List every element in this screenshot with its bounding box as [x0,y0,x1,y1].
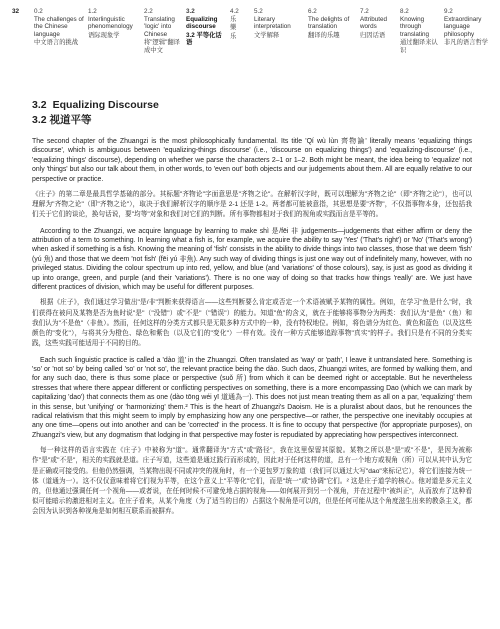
paragraph-1-zh: 《庄子》的第二章是最具哲学基础的部分。其标题"齐物论"字面意思是"齐物之论"。在解析汉字时，既可以理解为"齐物之论"（即"齐物之论"），也可以理解为"齐物之论"（即"齐物之论"），取决于我们解析汉字的顺序是 2-1 还是 1-2。两者都可能被意指，其思想是要"齐物"，不仅指事物本身，还包括我们关于它们的谈论，换句话说，要"均等"对象和我们对它们的判断。所有事物都相对于我们的视角或实践而言是平等的。 [32,191,472,219]
nav-item-1-2[interactable] [88,8,144,88]
nav-item-title: Interlinguistic phenomenology [88,15,133,31]
nav-item-title-zh: 归因话语 [360,31,386,39]
nav-item-title: Knowing through translating [400,15,430,38]
section-title: Equalizing Discourse [52,99,159,111]
paragraph-3-zh: 每一种这样的语言实践在《庄子》中被称为"道"。通常翻译为"方式"或"路径"，我在这里保留其原貌。某物之所以是"是"或"不是"，是因为被称作"是"或"不是"，相关的实践就是道。庄子写道，这些道是通过践行而形成的，因此对于任何这样的道，总有一个地方或视角（所）可以从其中认为它是正确或可接受的。但他仍然强调，当某物出现不同或冲突的视角时，有一个更包罗万象的道（我们可以通过大写"dao"来标记它），将它们连接为统一体（道通为一）。这不仅仅意味着将它们视为平等，在这个意义上"平等化"它们，而是"统一"或"协调"它们。² 这是庄子道学的核心。他对道是多元主义的，但他通过强调任何一个视角——或者说，在任何时候不可避免地占据的视角——如何展开到另一个视角，并在过程中"被纠正"，从而放弃了这种看似可能暗示的激进相对主义。在庄子看来，从某个角度（为了适当的目的）占据这个视角是可以的，但是任何可能从这个角度滋生出来的教条主义，都会因为认识到各种视角是如何相互联系而被摒弃。 [32,447,472,516]
nav-item-title: Equalizing discourse [186,15,218,31]
paragraph-1-en: The second chapter of the Zhuangzi is the most philosophically fundamental. Its title 'Qí wù lùn 齊物論' literally means 'equalizing things discourse', which is ambiguous between 'equalizing-things discourse' (i.e., 'discourse on equalizing things') and 'equalizing-discourse' (i.e., 'equalizing things' discourse), depending on whether we parse the characters 2–1 or 1–2. Both might be meant, the idea being to 'equalize' not only 'things' but also our talk about them, in other words, to 'even out' both objects and our judgements about them. All are equally relative to our perspective or practice. [32,138,472,183]
nav-columns [34,8,494,88]
nav-item-title: Attributed words [360,15,387,31]
nav-item-4-2[interactable] [230,8,254,88]
nav-item-3-2[interactable] [186,8,230,88]
nav-item-title: The challenges of the Chinese language [34,15,84,38]
nav-item-title: Literary interpretation [254,15,291,31]
paragraph-3-en: Each such linguistic practice is called a 'dào 道' in the Zhuangzi. Often translated as 'way' or 'path', I leave it untranslated here. Something is 'so' or 'not so' by being called 'so' or 'not so', the relevant practice being the dào. Such daos, Zhuangzi writes, are formed by walking them, and for any such dao, there is thus some place or perspective (suǒ 所) from which it can be deemed right or acceptable. But he nevertheless stresses that where there appear different or conflicting perspectives on something, there is a more encompassing Dao (which we can mark by capitalizing 'dao') that connects them as one (dào tōng wéi yī 道通為一). This does not just mean treating them as all on a par, 'equalizing' them in this sense, but 'unifying' or 'harmonizing' them.² This is the heart of Zhuangzi's Daoism. He is a pluralist about daos, but he renounces the radical relativism that this might seem to imply by emphasizing how any one perspective—or rather, the perspective one inevitably occupies at any one time—opens out into another and can be 'corrected' in the process. It is fine to occupy that perspective (for appropriate purposes), on Zhuangzi's view, but any dogmatism that lodging in that perspective may foster is repudiated by appreciating how perspectives interconnect. [32,356,472,439]
nav-item-number: 0.2 [34,8,43,15]
section-number: 3.2 [32,99,47,111]
nav-item-extra: 乐 [230,32,237,40]
nav-item-number: 3.2 [186,8,195,15]
nav-item-title-zh: 将"逻辑"翻译成中文 [144,39,180,54]
nav-item-number: 8.2 [400,8,409,15]
nav-item-title-zh: 翻译的乐趣 [308,31,340,39]
nav-item-title: Extraordinary language philosophy [444,15,482,38]
nav-item-title: The delights of translation [308,15,350,31]
nav-item-title: Translating 'logic' into Chinese [144,15,175,38]
nav-item-6-2[interactable] [308,8,360,88]
nav-item-title-zh: 中文语言的挑战 [34,39,79,47]
nav-item-5-2[interactable] [254,8,308,88]
nav-item-title-zh: 文学解释 [254,31,280,39]
paragraph-2-en: According to the Zhuangzi, we acquire language by learning to make shì 是/fēi 非 judgements—judgements that either affirm or deny the attribution of a term to something. In learning what a fish is, for example, we acquire the ability to say 'Yes' ('That's right') or 'No' ('That's wrong') when asked if something is a fish. Knowing the meaning of 'fish' consists in the ability to divide things into two classes, those that we deem 'fish' (yú 魚) and those that we deem 'not fish' (fēi yú 非魚). Any such way of dividing things is just one way out of indefinitely many, however, with no privileged status. Dividing the colour spectrum up into red, yellow, and blue (and 'variations' of those colours), say, is just as good as dividing it up into orange, green, and purple (and their 'variations'). There is no one way of doing so that tracks how things 'really' are. We just have different practices of division, which may be useful for different purposes. [32,227,472,292]
nav-item-9-2[interactable] [444,8,494,88]
page-number: 32 [12,8,20,15]
chapter-navigation [0,8,500,88]
nav-item-number: 5.2 [254,8,263,15]
nav-item-title: 乐 [230,15,237,23]
nav-item-0-2[interactable] [34,8,88,88]
nav-item-8-2[interactable] [400,8,444,88]
nav-item-title-zh: 樂 [230,24,237,32]
nav-item-title-zh: 非凡的语言哲学 [444,39,489,47]
nav-item-7-2[interactable] [360,8,400,88]
nav-item-number: 7.2 [360,8,369,15]
nav-item-number: 9.2 [444,8,453,15]
paragraph-2-zh: 根据《庄子》，我们通过学习做出"是/非"判断来获得语言——这些判断要么肯定或否定一个术语被赋予某物的属性。例如，在学习"鱼是什么"时，我们获得在被问及某物是否为鱼时说"是"（"没错"）或"不是"（"错误"）的能力。知道"鱼"的含义，就在于能够将事物分为两类：我们认为"是鱼"（鱼）和我们认为"不是鱼"（非鱼）。然而，任何这样的分类方式都只是无限多种方式中的一种，没有特权地位。例如，将色谱分为红色、黄色和蓝色（以及这些颜色的"变化"），与将其分为橙色、绿色和紫色（以及它们的"变化"）一样有效。没有一种方式能够追踪事物"真实"的样子。我们只是有不同的分类实践，这些实践可能适用于不同的目的。 [32,299,472,348]
nav-item-title-zh: 3.2 平等化话语 [186,31,222,47]
nav-item-title-zh: 通过翻译来认识 [400,39,438,54]
nav-item-number: 6.2 [308,8,317,15]
nav-item-2-2[interactable] [144,8,186,88]
nav-item-number: 2.2 [144,8,153,15]
section-heading-zh: 3.2 视道平等 [32,114,92,126]
section-heading-en [32,98,472,112]
nav-item-number: 1.2 [88,8,97,15]
nav-item-title-zh: 语际现象学 [88,31,120,39]
main-content [32,98,472,524]
nav-item-number: 4.2 [230,8,239,15]
